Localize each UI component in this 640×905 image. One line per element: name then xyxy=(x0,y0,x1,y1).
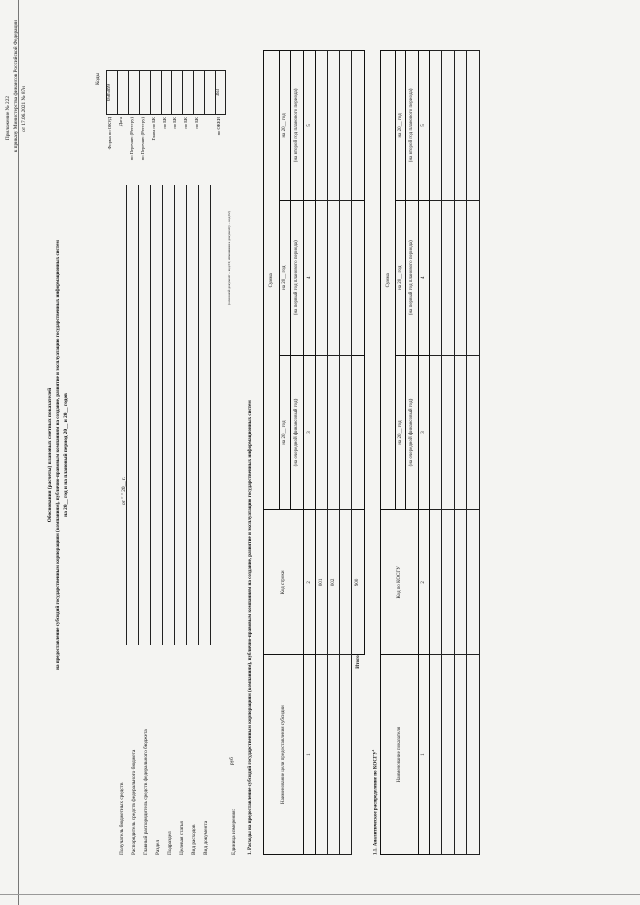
code-label: по Перечню (Реестру) xyxy=(128,117,134,161)
s1-num-1: 1 xyxy=(303,655,315,855)
section1-table xyxy=(263,50,365,855)
s1-row1-code: 001 xyxy=(315,510,327,655)
code-label: Глава по БК xyxy=(150,117,156,141)
s11-row3-y2[interactable] xyxy=(454,200,467,355)
s1-col-y2-sub: (на первый год планового периода) xyxy=(290,200,303,355)
s11-col-y1-sub: (на очередной финансовый год) xyxy=(406,355,419,510)
s1-row3-y2[interactable] xyxy=(339,200,351,355)
code-value[interactable]: 0505899 xyxy=(107,84,112,101)
field-label: Подраздел xyxy=(167,831,173,855)
code-row-divider xyxy=(182,70,183,115)
appendix-line-2: к приказу Министерства финансов Российской Федерации xyxy=(13,20,19,153)
code-label: по Перечню (Реестру) xyxy=(139,117,145,161)
s11-col-code: Код по КОСГУ xyxy=(381,510,419,655)
s11-row3-y1[interactable] xyxy=(454,355,467,510)
s11-row1-code[interactable] xyxy=(429,510,442,655)
field-input-line[interactable] xyxy=(138,185,139,645)
total-row xyxy=(351,51,364,855)
s11-num-3: 3 xyxy=(418,355,429,510)
s1-total-y2[interactable] xyxy=(351,200,364,355)
s11-row2-name[interactable] xyxy=(442,655,455,855)
s11-col-sum: Сумма xyxy=(381,51,396,510)
s11-row3-code[interactable] xyxy=(454,510,467,655)
s11-row2-y3[interactable] xyxy=(442,51,455,201)
s1-col-y3-sub: (на второй год планового периода) xyxy=(290,51,303,201)
code-label: по БК xyxy=(194,117,200,129)
s1-num-3: 3 xyxy=(303,355,315,510)
code-row-divider xyxy=(193,70,194,115)
doc-type-hint: (основной документ – код 01; изменения к документу – код 02) xyxy=(227,211,231,305)
s1-col-sum: Сумма xyxy=(264,51,280,510)
code-label: по БК xyxy=(172,117,178,129)
field-label: Распорядитель средств федерального бюджета xyxy=(131,749,137,855)
code-row-divider xyxy=(128,70,129,115)
s11-row4-y3[interactable] xyxy=(467,51,480,201)
s11-row4-y1[interactable] xyxy=(467,355,480,510)
field-label: Вид расходов xyxy=(191,824,197,855)
code-label: по БК xyxy=(183,117,189,129)
code-label: Форма по ОКУД xyxy=(107,117,112,150)
s11-row3-name[interactable] xyxy=(454,655,467,855)
s1-row3-y1[interactable] xyxy=(339,355,351,510)
s1-num-2: 2 xyxy=(303,510,315,655)
s1-row1-y2[interactable] xyxy=(315,200,327,355)
s1-col-y1: на 20__ год xyxy=(279,355,290,510)
section11-footnote-mark: 1 xyxy=(371,749,375,752)
s1-row3-name[interactable] xyxy=(339,655,351,855)
codes-box xyxy=(106,70,226,115)
s11-row4-y2[interactable] xyxy=(467,200,480,355)
section11-heading-text: 1.1. Аналитическое распределение по КОСГУ xyxy=(373,751,379,855)
field-input-line[interactable] xyxy=(210,185,211,645)
form-subtitle: на предоставление субсидий государственным корпорациям (компаниям), публично-правовым компаниям на создание, развитие и эксплуатацию государственных информационных систем xyxy=(56,240,61,670)
s1-total-y3[interactable] xyxy=(351,51,364,201)
s11-num-1: 1 xyxy=(418,655,429,855)
field-input-line[interactable] xyxy=(174,185,175,645)
appendix-line-1: Приложение № 222 xyxy=(5,96,11,141)
s11-row2-y2[interactable] xyxy=(442,200,455,355)
s11-col-name: Наименование показателя xyxy=(381,655,419,855)
s1-total-code: 900 xyxy=(351,510,364,655)
code-label: Дата xyxy=(117,117,123,127)
s11-num-5: 5 xyxy=(418,51,429,201)
table-row xyxy=(442,51,455,855)
code-row-divider xyxy=(150,70,151,115)
codes-header: Коды xyxy=(95,72,101,85)
code-row-divider xyxy=(117,70,118,115)
section11-heading xyxy=(372,749,379,855)
table-row xyxy=(339,51,351,855)
field-input-line[interactable] xyxy=(186,185,187,645)
code-row-divider xyxy=(161,70,162,115)
table-row xyxy=(429,51,442,855)
s1-row2-y3[interactable] xyxy=(327,51,339,201)
s11-col-y2-sub: (на первый год планового периода) xyxy=(406,200,419,355)
s1-row2-y1[interactable] xyxy=(327,355,339,510)
s1-row2-name[interactable] xyxy=(327,655,339,855)
s1-col-name: Наименование цели предоставления субсидии xyxy=(264,655,304,855)
code-value[interactable]: 383 xyxy=(216,88,222,97)
s11-num-2: 2 xyxy=(418,510,429,655)
s11-col-y3: на 20__ год xyxy=(396,51,406,201)
appendix-line-3: от 17.06.2021 № 87н xyxy=(21,86,27,132)
form-title: Обоснования (расчеты) плановых сметных показателей xyxy=(47,387,53,523)
code-row-divider xyxy=(139,70,140,115)
code-label: по БК xyxy=(161,117,167,129)
code-row-divider xyxy=(204,70,205,115)
s11-row1-y1[interactable] xyxy=(429,355,442,510)
s11-col-y2: на 20__ год xyxy=(396,200,406,355)
s11-col-y1: на 20__ год xyxy=(396,355,406,510)
s11-row2-y1[interactable] xyxy=(442,355,455,510)
s1-row1-name[interactable] xyxy=(315,655,327,855)
table-row xyxy=(454,51,467,855)
s1-row2-y2[interactable] xyxy=(327,200,339,355)
s1-num-4: 4 xyxy=(303,200,315,355)
s1-total-y1[interactable] xyxy=(351,355,364,510)
unit-label: Единица измерения: xyxy=(231,808,237,855)
table-row xyxy=(467,51,480,855)
s1-row3-y3[interactable] xyxy=(339,51,351,201)
s11-row4-code[interactable] xyxy=(467,510,480,655)
table-row xyxy=(315,51,327,855)
code-label: по ОКЕИ xyxy=(216,117,222,136)
s1-row1-y3[interactable] xyxy=(315,51,327,201)
s11-row1-name[interactable] xyxy=(429,655,442,855)
s11-num-4: 4 xyxy=(418,200,429,355)
field-label: Раздел xyxy=(155,840,161,855)
s1-total-label: Итого xyxy=(355,655,361,669)
s1-num-5: 5 xyxy=(303,51,315,201)
field-label: Главный распорядитель средств федерального бюджета xyxy=(143,729,149,855)
s1-col-y2: на 20__ год xyxy=(279,200,290,355)
field-input-line[interactable] xyxy=(150,185,151,645)
section1-heading: 1. Расходы на предоставление субсидий государственным корпорациям (компаниям), публично-правовым компаниям на создание, развитие и эксплуатацию государственных информационных систем xyxy=(248,400,253,855)
field-input-line[interactable] xyxy=(126,185,127,645)
form-date: от " " 20__ г. xyxy=(121,476,127,505)
field-input-line[interactable] xyxy=(198,185,199,645)
table-row xyxy=(327,51,339,855)
code-row-divider xyxy=(215,70,216,115)
field-label: Целевая статья xyxy=(179,821,185,855)
field-label: Получатель бюджетных средств xyxy=(119,782,125,855)
section11-table xyxy=(380,50,480,855)
s11-row4-name[interactable] xyxy=(467,655,480,855)
s1-row1-y1[interactable] xyxy=(315,355,327,510)
form-period: на 20__ год и на плановый период 20__ и 20__ годов xyxy=(63,393,69,517)
s11-row1-y2[interactable] xyxy=(429,200,442,355)
s11-row3-y3[interactable] xyxy=(454,51,467,201)
s1-row2-code: 002 xyxy=(327,510,339,655)
field-label: Вид документа xyxy=(203,820,209,855)
s1-col-code: Код строки xyxy=(264,510,304,655)
s11-row2-code[interactable] xyxy=(442,510,455,655)
s1-row3-code[interactable] xyxy=(339,510,351,655)
field-input-line[interactable] xyxy=(162,185,163,645)
s11-col-y3-sub: (на второй год планового периода) xyxy=(406,51,419,201)
s11-row1-y3[interactable] xyxy=(429,51,442,201)
s1-col-y3: на 20__ год xyxy=(279,51,290,201)
s1-col-y1-sub: (на очередной финансовый год) xyxy=(290,355,303,510)
code-row-divider xyxy=(171,70,172,115)
unit-value: руб xyxy=(229,757,235,765)
